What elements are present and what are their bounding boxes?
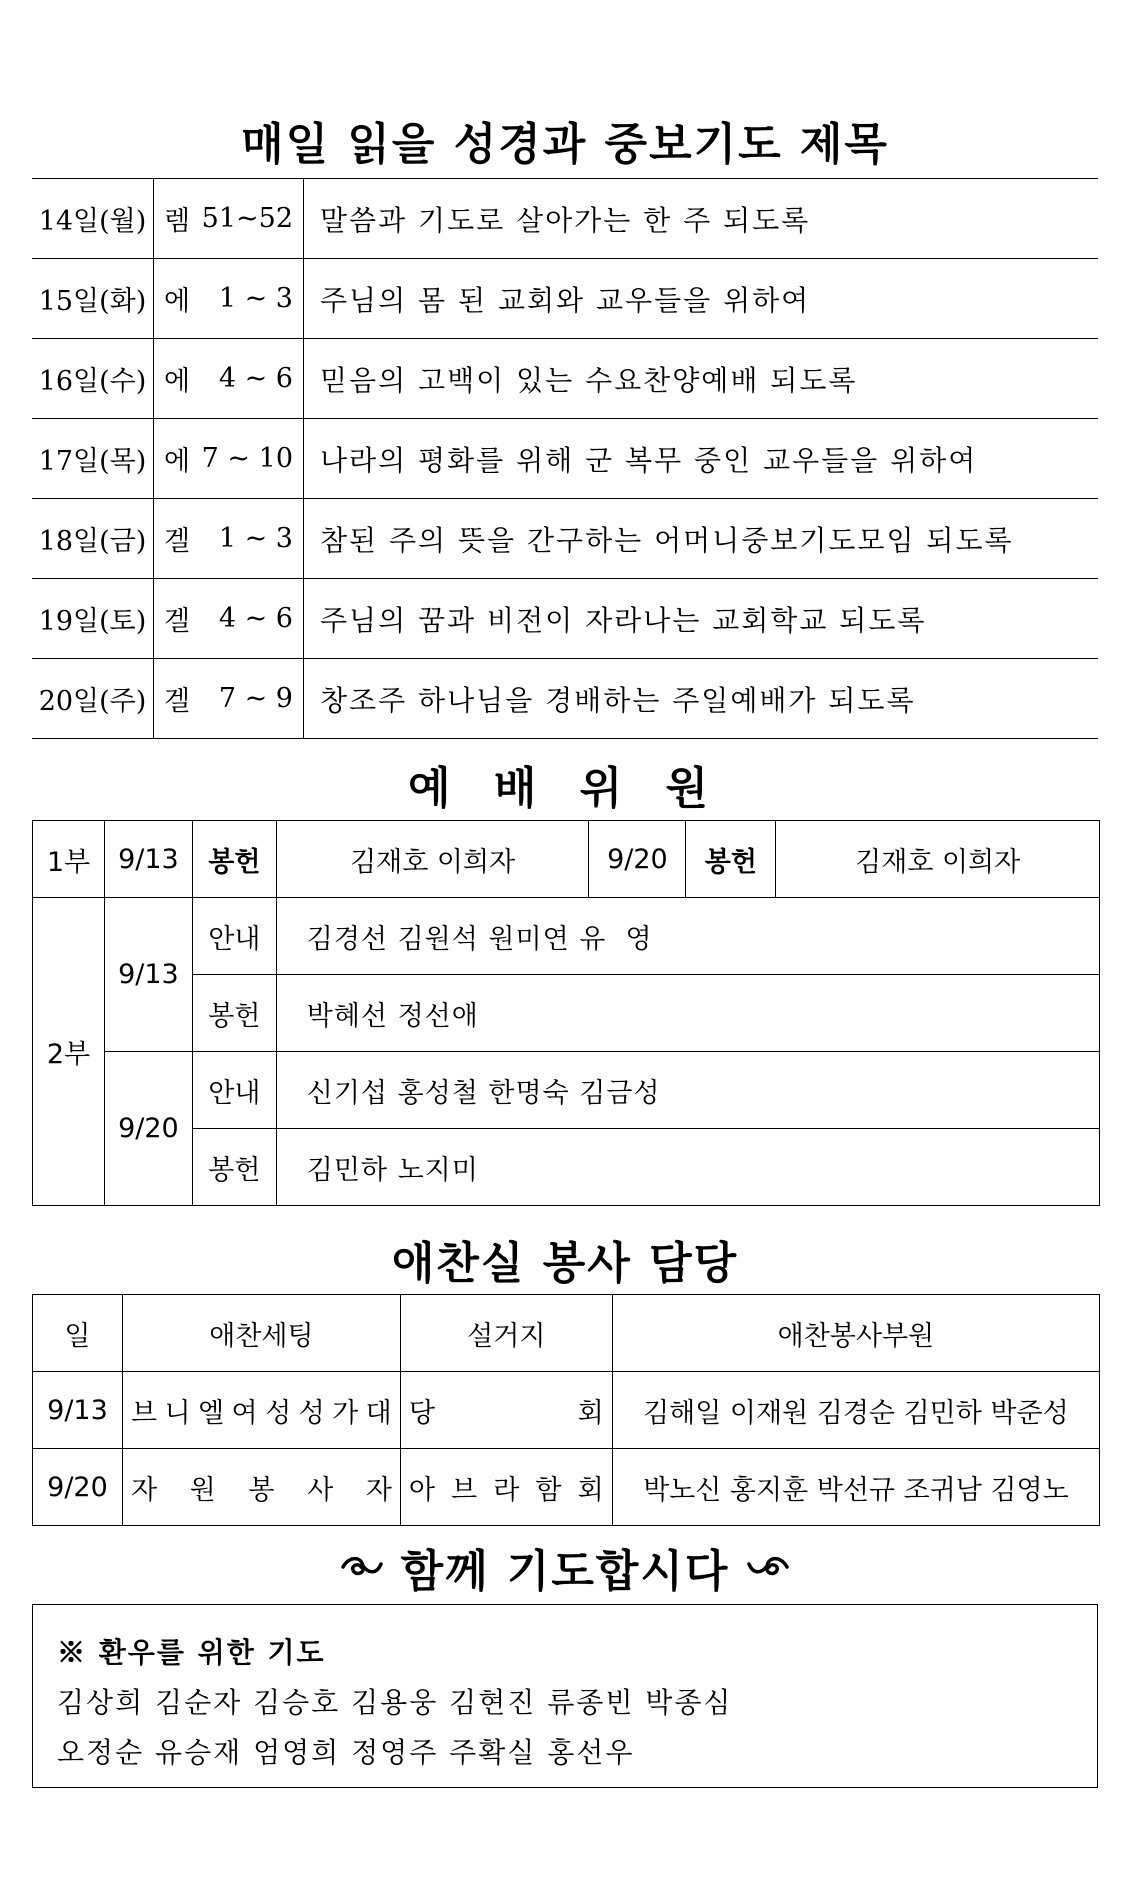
column-header: 설거지 — [400, 1295, 612, 1372]
reading-chapters: 4 ~ 6 — [218, 363, 293, 394]
reading-day: 19일(토) — [32, 579, 154, 658]
char: 원 — [189, 1474, 216, 1506]
char: 엘 — [198, 1397, 225, 1429]
column-header: 애찬세팅 — [122, 1295, 400, 1372]
reading-topic: 말씀과 기도로 살아가는 한 주 되도록 — [320, 203, 811, 237]
flourish-right-icon — [747, 1554, 791, 1580]
char: 회 — [577, 1474, 604, 1506]
setting-cell — [122, 1372, 400, 1449]
char: 회 — [577, 1397, 604, 1429]
role-cell: 봉헌 — [192, 821, 276, 898]
reading-book: 에 — [164, 286, 191, 317]
worship-table — [32, 820, 1100, 1206]
role-cell: 봉헌 — [686, 821, 776, 898]
members-cell: 김해일 이재원 김경순 김민하 박준성 — [612, 1372, 1099, 1449]
table-row — [33, 1449, 1100, 1526]
date-cell: 9/20 — [33, 1449, 123, 1526]
reading-topic: 믿음의 고백이 있는 수요찬양예배 되도록 — [320, 363, 858, 397]
reading-day: 20일(주) — [32, 659, 154, 738]
prayer-box — [32, 1604, 1098, 1788]
table-row — [33, 898, 1100, 975]
table-row — [32, 579, 1098, 659]
table-row — [33, 1052, 1100, 1129]
table-row — [32, 499, 1098, 579]
prayer-title-wrap — [0, 1535, 1130, 1599]
reading-topic: 참된 주의 뜻을 간구하는 어머니중보기도모임 되도록 — [320, 523, 1014, 557]
char: 대 — [365, 1397, 392, 1429]
reading-day: 18일(금) — [32, 499, 154, 578]
reading-book: 겔 — [164, 606, 191, 637]
table-row — [32, 659, 1098, 739]
table-row — [33, 1372, 1100, 1449]
reading-chapters: 51~52 — [201, 203, 293, 234]
setting-cell — [122, 1449, 400, 1526]
reading-chapters: 1 ~ 3 — [218, 283, 293, 314]
char: 여 — [231, 1397, 258, 1429]
names-cell: 신기섭 홍성철 한명숙 김금성 — [276, 1052, 1099, 1129]
names-cell: 김재호 이희자 — [276, 821, 589, 898]
cafe-table — [32, 1294, 1100, 1526]
date-cell: 9/13 — [33, 1372, 123, 1449]
char: 아 — [408, 1474, 435, 1506]
table-row — [33, 821, 1100, 898]
date-cell: 9/20 — [104, 1052, 192, 1206]
role-cell: 안내 — [192, 1052, 276, 1129]
role-cell: 봉헌 — [192, 975, 276, 1052]
flourish-left-icon — [339, 1554, 383, 1580]
table-row — [33, 975, 1100, 1052]
char: 가 — [332, 1397, 359, 1429]
char: 봉 — [248, 1474, 275, 1506]
char: 사 — [307, 1474, 334, 1506]
names-cell: 박혜선 정선애 — [276, 975, 1099, 1052]
reading-book: 겔 — [164, 526, 191, 557]
char: 당 — [408, 1397, 435, 1429]
role-cell: 봉헌 — [192, 1129, 276, 1206]
column-header: 애찬봉사부원 — [612, 1295, 1099, 1372]
reading-book: 에 — [164, 366, 191, 397]
reading-topic: 창조주 하나님을 경배하는 주일예배가 되도록 — [320, 683, 916, 717]
reading-day: 17일(목) — [32, 419, 154, 498]
date-cell: 9/20 — [589, 821, 686, 898]
reading-title: 매일 읽을 성경과 중보기도 제목 — [241, 119, 889, 170]
names-cell: 김민하 노지미 — [276, 1129, 1099, 1206]
service-label: 2부 — [33, 898, 105, 1206]
role-cell: 안내 — [192, 898, 276, 975]
char: 브 — [451, 1474, 478, 1506]
table-row — [32, 178, 1098, 259]
table-row — [32, 419, 1098, 499]
char: 브 — [130, 1397, 158, 1429]
reading-chapters: 7 ~ 9 — [218, 683, 293, 714]
reading-day: 14일(월) — [32, 179, 154, 258]
prayer-heading: ※ 환우를 위한 기도 — [57, 1636, 326, 1669]
cafe-title: 애찬실 봉사 담당 — [391, 1238, 739, 1289]
members-cell: 박노신 홍지훈 박선규 조귀남 김영노 — [612, 1449, 1099, 1526]
names-cell: 김경선 김원석 원미연 유 영 — [276, 898, 1099, 975]
char: 자 — [130, 1474, 158, 1506]
reading-day: 16일(수) — [32, 339, 154, 418]
dishes-cell — [400, 1449, 612, 1526]
char: 니 — [164, 1397, 191, 1429]
names-cell: 김재호 이희자 — [776, 821, 1100, 898]
reading-table — [32, 178, 1098, 739]
reading-book: 겔 — [164, 686, 191, 717]
reading-topic: 주님의 꿈과 비전이 자라나는 교회학교 되도록 — [320, 603, 927, 637]
char: 성 — [298, 1397, 325, 1429]
reading-chapters: 7 ~ 10 — [201, 443, 293, 474]
date-cell: 9/13 — [104, 821, 192, 898]
reading-topic: 주님의 몸 된 교회와 교우들을 위하여 — [320, 283, 811, 317]
prayer-names-line: 오정순 유승재 엄영희 정영주 주확실 홍선우 — [57, 1736, 635, 1769]
reading-chapters: 4 ~ 6 — [218, 603, 293, 634]
table-header-row — [33, 1295, 1100, 1372]
worship-title: 예 배 위 원 — [408, 763, 722, 814]
dishes-cell — [400, 1372, 612, 1449]
table-row — [32, 259, 1098, 339]
char: 자 — [365, 1474, 392, 1506]
prayer-title: 함께 기도합시다 — [400, 1546, 730, 1597]
reading-topic: 나라의 평화를 위해 군 복무 중인 교우들을 위하여 — [320, 443, 978, 477]
column-header: 일 — [33, 1295, 123, 1372]
date-cell: 9/13 — [104, 898, 192, 1052]
char: 성 — [265, 1397, 292, 1429]
reading-book: 렘 — [164, 206, 191, 237]
service-label: 1부 — [33, 821, 105, 898]
char: 라 — [493, 1474, 520, 1506]
prayer-names-line: 김상희 김순자 김승호 김용웅 김현진 류종빈 박종심 — [57, 1686, 733, 1719]
reading-book: 에 — [164, 446, 191, 477]
table-row — [33, 1129, 1100, 1206]
char: 함 — [535, 1474, 562, 1506]
reading-day: 15일(화) — [32, 259, 154, 338]
reading-chapters: 1 ~ 3 — [218, 523, 293, 554]
table-row — [32, 339, 1098, 419]
